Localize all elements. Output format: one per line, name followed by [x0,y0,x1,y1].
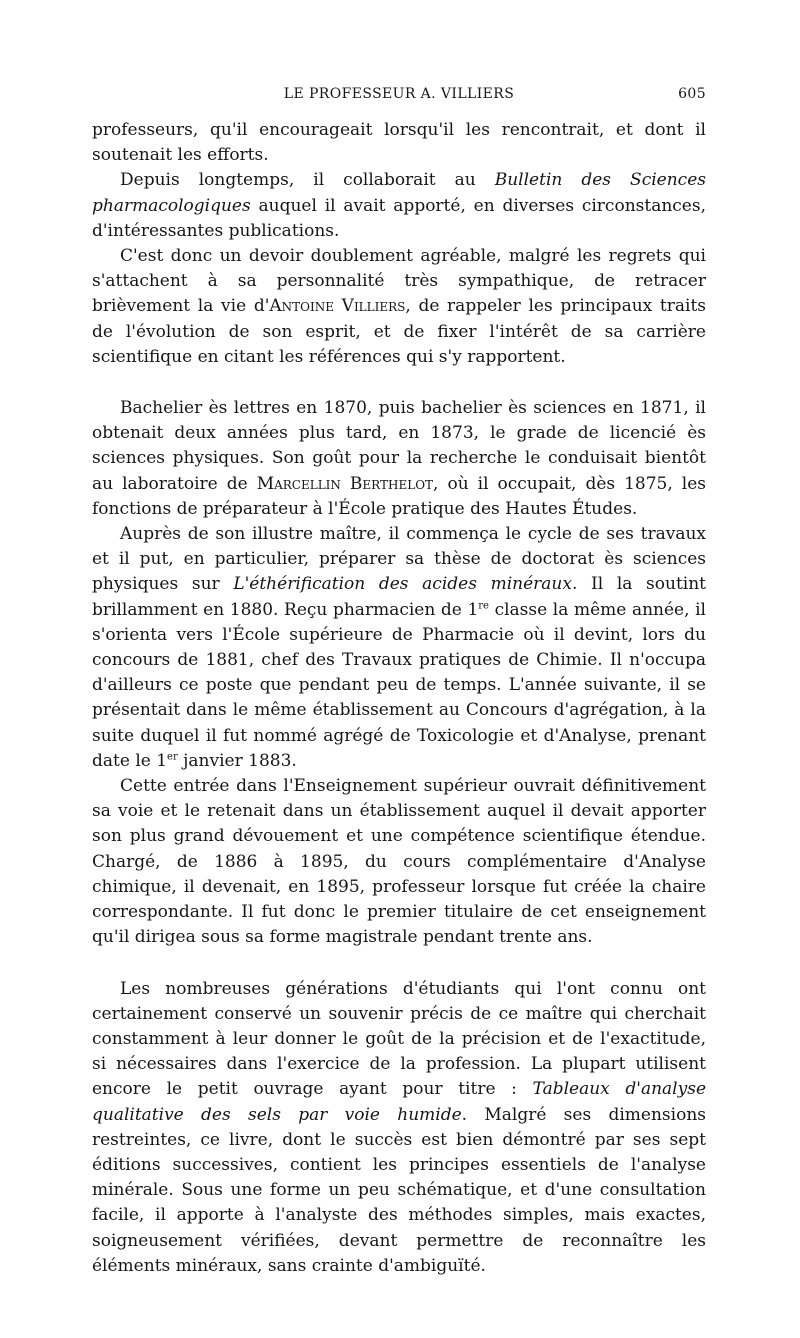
paragraph-2 [92,168,706,244]
paragraph-4-text-a: Bachelier ès lettres en 1870, puis bachelier ès sciences en 1871, il obtenait deux années plus tard, en 1873, le grade de licencié ès sciences physiques. Son goût pour la recherche le conduisait bientôt au laboratoire de [92,398,706,494]
paragraph-3-text-b: , de rappeler les principaux traits de l'évolution de son esprit, et de fixer l'intérêt de sa carrière scientifique en citant les références qui s'y rapportent. [92,296,706,367]
paragraph-7-text-b: . Malgré ses dimensions restreintes, ce livre, dont le succès est bien démontré par ses sept éditions successives, contient les principes essentiels de l'analyse minérale. Sous une forme un peu schématique, et d'une consultation facile, il apporte à l'analyste des méthodes simples, mais exactes, soigneusement vérifiées, devant permettre de reconnaître les éléments minéraux, sans crainte d'ambiguïté. [92,1104,706,1276]
paragraph-5 [92,522,706,774]
paragraph-2-text-b: auquel il avait apporté, en diverses circonstances, d'intéressantes publications. [92,195,706,241]
book-title: Tableaux d'analyse qualitative des sels par voie humide [92,1079,707,1125]
superscript-re: re [478,600,489,611]
paragraph-5-text-b: . Il la soutint brillamment en 1880. Reçu pharmacien de 1 [92,574,706,620]
paragraph-5-text-c: classe la même année, il s'orienta vers l'École supérieure de Pharmacie où il devint, lors du concours de 1881, chef des Travaux pratiques de Chimie. Il n'occupa d'ailleurs ce poste que pendant peu de temps. L'année suivante, il se présentait dans le même établissement au Concours d'agrégation, à la suite duquel il fut nommé agrégé de Toxicologie et d'Analyse, prenant date le 1 [92,599,706,771]
journal-title: Bulletin des Sciences pharmacologiques [92,170,706,216]
body-text [92,118,706,1279]
paragraph-4-text-b: , où il occupait, dès 1875, les fonctions de préparateur à l'École pratique des Hautes Études. [92,473,707,519]
paragraph-5-text-d: janvier 1883. [177,750,297,771]
page-header [92,86,706,108]
paragraph-6: Cette entrée dans l'Enseignement supérieur ouvrait définitivement sa voie et le retenait dans un établissement auquel il devait apporter son plus grand dévouement et une compétence scientifique étendue. Chargé, de 1886 à 1895, du cours complémentaire d'Analyse chimique, il devenait, en 1895, professeur lorsque fut créée la chaire correspondante. Il fut donc le premier titulaire de cet enseignement qu'il dirigea sous sa forme magistrale pendant trente ans. [92,776,706,948]
paragraph-7-text-a: Les nombreuses générations d'étudiants qui l'ont connu ont certainement conservé un souvenir précis de ce maître qui cherchait constamment à leur donner le goût de la précision et de l'exactitude, si nécessaires dans l'exercice de la profession. La plupart utilisent encore le petit ouvrage ayant pour titre : [92,978,706,1100]
paragraph-5-text-a: Auprès de son illustre maître, il commença le cycle de ses travaux et il put, en particulier, préparer sa thèse de doctorat ès sciences physiques sur [92,524,706,595]
paragraph-3 [92,244,706,370]
paragraph-1: professeurs, qu'il encourageait lorsqu'il les rencontrait, et dont il soutenait les efforts. [92,120,706,166]
superscript-er: er [167,751,178,763]
person-name-villiers: Antoine Villiers [269,296,406,317]
running-title: LE PROFESSEUR A. VILLIERS [283,86,515,102]
page-number: 605 [678,86,706,102]
thesis-title: L'éthérification des acides minéraux [233,574,572,595]
paragraph-7 [92,977,706,1279]
person-name-berthelot: Marcellin Berthelot [256,473,434,494]
paragraph-3-text-a: C'est donc un devoir doublement agréable, malgré les regrets qui s'attachent à sa personnalité très sympathique, de retracer brièvement la vie d' [92,246,706,317]
paragraph-4 [92,396,706,522]
paragraph-2-text-a: Depuis longtemps, il collaborait au [120,170,495,191]
